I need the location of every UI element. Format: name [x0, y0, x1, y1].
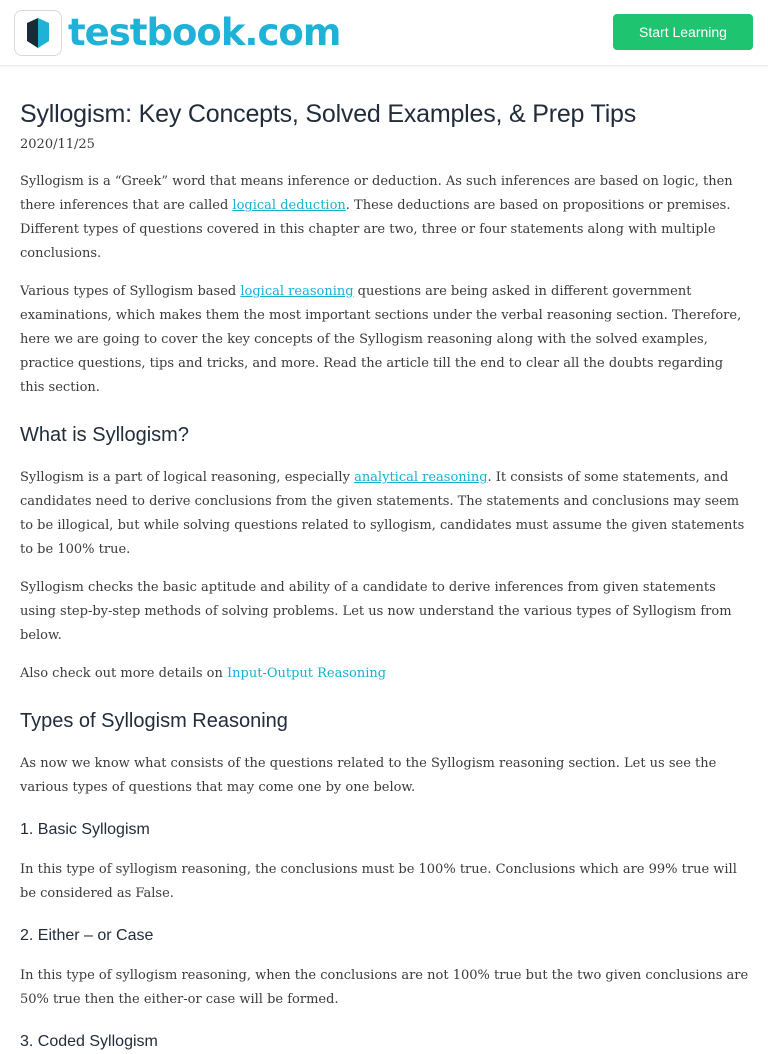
types-intro-text-2: questions are being asked in different government examinations, which makes them the most important sections under the verbal reasoning section. Therefore, here we are going to cover the key concepts of the Syllogism reasoning along with the solved examples, practice questions, tips and tricks, and more. Read the article till the end to clear all the doubts regarding this section. [20, 284, 742, 395]
types-heading: Types of Syllogism Reasoning [20, 710, 288, 732]
what-is-syllogism-heading: What is Syllogism? [20, 424, 189, 446]
article-title: Syllogism: Key Concepts, Solved Examples, & Prep Tips [20, 100, 637, 128]
definition-text-2: . It consists of some statements, and candidates need to derive conclusions from the given statements. The statements and conclusions may seem to be illogical, but while solving questions related to syllogism, candidates must assume the given statements to be 100% true. [20, 470, 745, 557]
brand-name: testbook.com [68, 11, 341, 54]
basic-syllogism-paragraph: In this type of syllogism reasoning, the conclusions must be 100% true. Conclusions which are 99% true will be considered as False. [20, 862, 737, 901]
definition-text-1: Syllogism is a part of logical reasoning, especially [20, 470, 355, 485]
article [20, 96, 750, 1054]
analytical-reasoning-link[interactable]: analytical reasoning [354, 470, 488, 485]
definition-paragraph [20, 466, 750, 562]
intro-text-1: Syllogism is a “Greek” word that means inference or deduction. As such inferences are based on logic, then there inferences that are called [20, 174, 733, 213]
intro-text-2: . These deductions are based on propositions or premises. Different types of questions covered in this chapter are two, three or four statements along with multiple conclusions. [20, 198, 731, 261]
types-intro-text-1: Various types of Syllogism based [20, 284, 241, 299]
also-check-text: Also check out more details on [20, 666, 228, 681]
also-check-paragraph [20, 662, 750, 686]
logical-reasoning-link[interactable]: logical reasoning [240, 284, 354, 299]
either-or-paragraph: In this type of syllogism reasoning, when the conclusions are not 100% true but the two given conclusions are 50% true then the either-or case will be formed. [20, 968, 749, 1007]
coded-syllogism-heading: 3. Coded Syllogism [20, 1033, 158, 1050]
aptitude-paragraph: Syllogism checks the basic aptitude and ability of a candidate to derive inferences from given statements using step-by-step methods of solving problems. Let us now understand the various types of Syllogism from below. [20, 580, 732, 643]
start-learning-button[interactable]: Start Learning [613, 14, 753, 50]
types-intro-paragraph [20, 280, 750, 400]
logical-deduction-link[interactable]: logical deduction [232, 198, 346, 213]
types-paragraph: As now we know what consists of the questions related to the Syllogism reasoning section. Let us see the various types of questions that may come one by one below. [20, 756, 717, 795]
either-or-heading: 2. Either – or Case [20, 927, 154, 944]
input-output-reasoning-link[interactable]: Input-Output Reasoning [227, 666, 387, 681]
site-header [0, 0, 768, 66]
bookmark-logo-icon [14, 10, 62, 56]
site-logo[interactable] [14, 10, 340, 56]
basic-syllogism-heading: 1. Basic Syllogism [20, 821, 150, 838]
article-date: 2020/11/25 [20, 137, 95, 152]
intro-paragraph [20, 170, 750, 266]
